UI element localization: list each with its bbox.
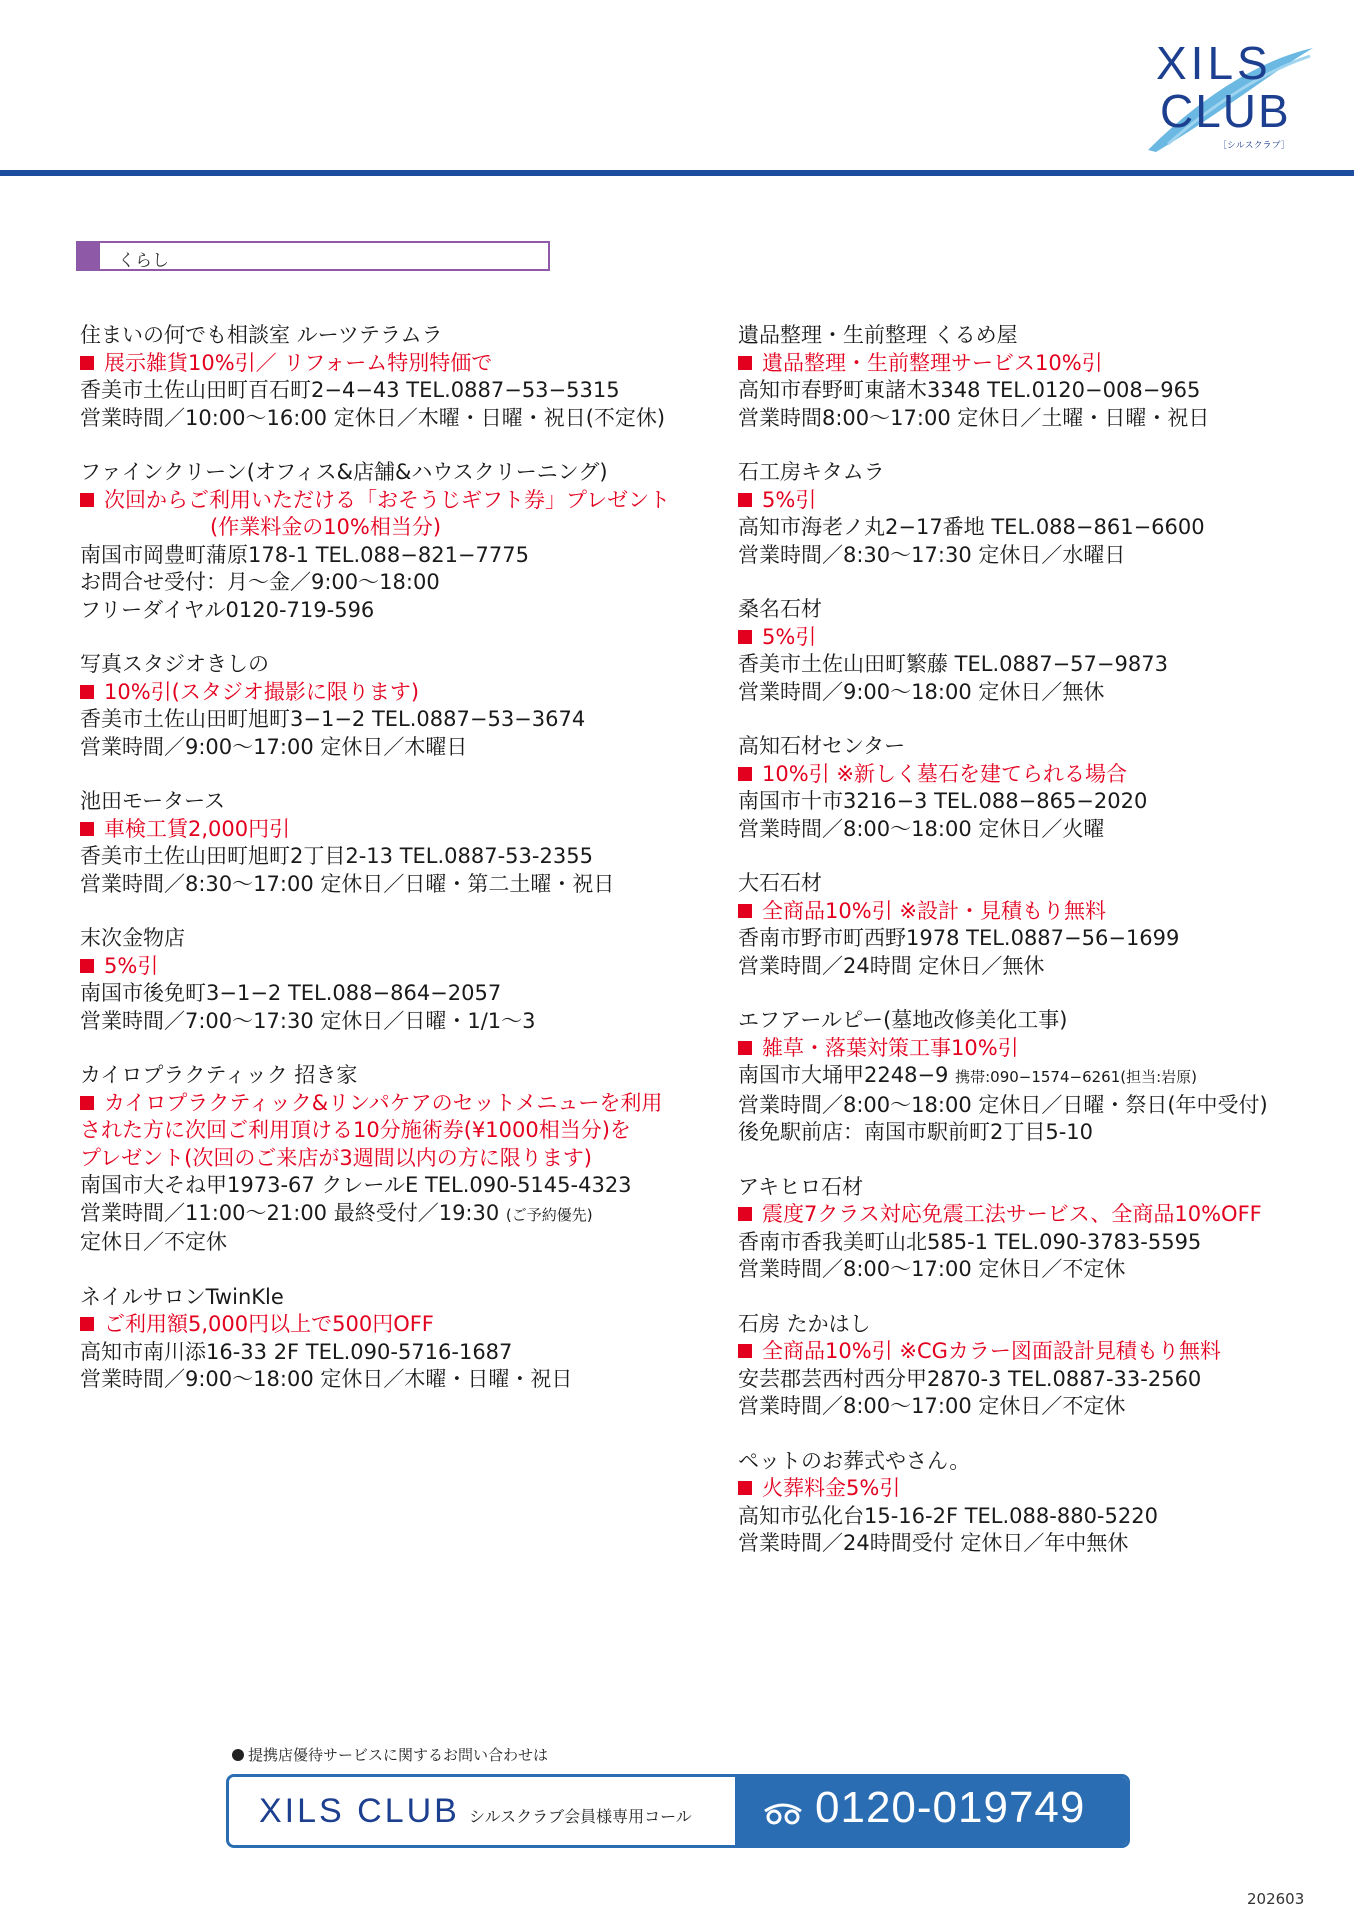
offer-text: 5%引 <box>104 953 159 978</box>
shop-info-line: 南国市岡豊町蒲原178-1 TEL.088−821−7775 <box>80 542 529 567</box>
shop-info-line: 安芸郡芸西村西分甲2870-3 TEL.0887-33-2560 <box>738 1366 1202 1391</box>
offer-text: 雑草・落葉対策工事10%引 <box>762 1035 1019 1060</box>
shop-name: 住まいの何でも相談室 ルーツテラムラ <box>80 323 443 347</box>
offer-marker-icon <box>80 685 94 699</box>
offer-text: 10%引(スタジオ撮影に限ります) <box>104 679 420 704</box>
shop-offer <box>80 1090 663 1118</box>
offer-marker-icon <box>738 1041 752 1055</box>
shop-entry <box>738 870 1298 980</box>
offer-text: カイロプラクティック&リンパケアのセットメニューを利用 <box>104 1090 663 1115</box>
offer-text: 全商品10%引 ※設計・見積もり無料 <box>762 898 1106 923</box>
phone-number[interactable]: 0120-019749 <box>815 1783 1086 1832</box>
shop-offer <box>738 1201 1298 1229</box>
shop-name: ネイルサロンTwinKle <box>80 1284 284 1309</box>
shop-entry <box>80 322 666 432</box>
shop-info-line: 営業時間／8:00〜18:00 定休日／日曜・祭日(年中受付) <box>738 1092 1268 1117</box>
shop-hours <box>80 1200 640 1230</box>
shop-offer <box>738 487 1298 515</box>
shop-info-line: 営業時間8:00〜17:00 定休日／土曜・日曜・祝日 <box>738 405 1210 430</box>
document-code: 202603 <box>1247 1890 1305 1908</box>
offer-text: 震度7クラス対応免震工法サービス、全商品10%OFF <box>762 1202 1262 1226</box>
shop-name: 遺品整理・生前整理 くるめ屋 <box>738 323 1018 347</box>
shop-offer-cont: プレゼント(次回のご来店が3週間以内の方に限ります) <box>80 1145 592 1170</box>
shop-name: 桑名石材 <box>738 597 822 621</box>
category-label: くらし <box>118 251 169 271</box>
shop-entry <box>80 788 640 898</box>
shop-info-line: 南国市十市3216−3 TEL.088−865−2020 <box>738 789 1148 813</box>
shop-offer <box>80 487 671 515</box>
footer-note-text: 提携店優待サービスに関するお問い合わせは <box>248 1746 549 1764</box>
shop-info-line: 香南市野市町西野1978 TEL.0887−56−1699 <box>738 926 1180 950</box>
shop-info-line: 営業時間／9:00〜18:00 定休日／無休 <box>738 679 1105 704</box>
shop-info-line: 営業時間／9:00〜17:00 定休日／木曜日 <box>80 734 468 759</box>
shop-info-line: 営業時間／7:00〜17:30 定休日／日曜・1/1〜3 <box>80 1008 536 1033</box>
logo-line1: XILS <box>1156 37 1272 89</box>
shop-info-line: 営業時間／8:00〜17:00 定休日／不定休 <box>738 1257 1126 1281</box>
call-box-brand-area <box>229 1777 735 1845</box>
right-column <box>738 322 1298 1585</box>
shop-entry <box>80 1062 663 1257</box>
shop-offer <box>738 1475 1298 1503</box>
shop-entry <box>738 1311 1298 1421</box>
shop-info-line: 定休日／不定休 <box>80 1230 227 1254</box>
shop-info-line: 営業時間／8:30〜17:00 定休日／日曜・第二土曜・祝日 <box>80 871 615 896</box>
shop-info-line: 営業時間／8:30〜17:30 定休日／水曜日 <box>738 542 1126 567</box>
shop-entry <box>738 459 1298 569</box>
offer-marker-icon <box>80 822 94 836</box>
call-box-sub: シルスクラブ会員様専用コール <box>469 1807 692 1826</box>
shop-offer <box>738 1035 1298 1063</box>
offer-marker-icon <box>80 959 94 973</box>
shop-offer <box>738 898 1298 926</box>
offer-marker-icon <box>738 493 752 507</box>
shop-name: 高知石材センター <box>738 734 906 758</box>
shop-offer <box>80 816 640 844</box>
shop-entry <box>80 1284 640 1394</box>
offer-text: 遺品整理・生前整理サービス10%引 <box>762 350 1103 375</box>
left-column <box>80 322 671 1421</box>
offer-marker-icon <box>738 904 752 918</box>
offer-text: 5%引 <box>762 624 817 649</box>
category-marker <box>78 243 100 269</box>
address-text: 南国市大埇甲2248−9 <box>738 1063 949 1087</box>
offer-text: ご利用額5,000円以上で500円OFF <box>104 1312 434 1336</box>
shop-entry <box>738 1174 1298 1284</box>
xils-club-logo <box>1138 37 1318 160</box>
shop-entry <box>738 596 1298 706</box>
offer-marker-icon <box>738 1344 752 1358</box>
shop-info-line: フリーダイヤル0120-719-596 <box>80 597 375 622</box>
shop-offer <box>80 953 640 981</box>
shop-info-line: 高知市海老ノ丸2−17番地 TEL.088−861−6600 <box>738 515 1205 539</box>
offer-text: 火葬料金5%引 <box>762 1476 901 1500</box>
shop-info-line: 香南市香我美町山北585-1 TEL.090-3783-5595 <box>738 1229 1202 1254</box>
shop-info-line: 高知市春野町東諸木3348 TEL.0120−008−965 <box>738 378 1201 402</box>
offer-marker-icon <box>80 493 94 507</box>
shop-info-line: 香美市土佐山田町百石町2−4−43 TEL.0887−53−5315 <box>80 378 620 402</box>
shop-info-line: 営業時間／8:00〜18:00 定休日／火曜 <box>738 816 1105 841</box>
category-header <box>76 241 550 271</box>
shop-name: ファインクリーン(オフィス&店舗&ハウスクリーニング) <box>80 460 608 484</box>
offer-text: 全商品10%引 ※CGカラー図面設計見積もり無料 <box>762 1339 1221 1363</box>
shop-info-line: 営業時間／24時間 定休日／無休 <box>738 953 1045 978</box>
shop-info-line: 営業時間／8:00〜17:00 定休日／不定休 <box>738 1394 1126 1418</box>
shop-info-line: 営業時間／9:00〜18:00 定休日／木曜・日曜・祝日 <box>80 1367 573 1391</box>
shop-offer <box>738 350 1298 378</box>
offer-text: 5%引 <box>762 487 817 512</box>
shop-name: 写真スタジオきしの <box>80 652 269 676</box>
call-box <box>226 1774 1130 1848</box>
shop-info-line: 営業時間／10:00〜16:00 定休日／木曜・日曜・祝日(不定休) <box>80 405 666 430</box>
shop-info-line: 高知市南川添16-33 2F TEL.090-5716-1687 <box>80 1339 513 1364</box>
call-box-phone-area <box>735 1777 1127 1845</box>
hours-note: (ご予約優先) <box>505 1205 593 1224</box>
bullet-icon <box>232 1749 244 1761</box>
offer-marker-icon <box>738 1481 752 1495</box>
offer-text: 10%引 ※新しく墓石を建てられる場合 <box>762 761 1127 786</box>
shop-info-line: 営業時間／24時間受付 定休日／年中無休 <box>738 1531 1129 1555</box>
shop-name: 石房 たかはし <box>738 1311 871 1336</box>
offer-marker-icon <box>738 767 752 781</box>
logo-line2: CLUB <box>1160 85 1291 137</box>
call-box-brand: XILS CLUB <box>259 1792 460 1830</box>
shop-offer <box>738 761 1298 789</box>
shop-address <box>738 1062 1298 1092</box>
shop-entry <box>80 651 640 761</box>
shop-entry <box>80 459 671 624</box>
shop-offer <box>738 1338 1298 1366</box>
offer-marker-icon <box>738 356 752 370</box>
header-divider <box>0 170 1354 176</box>
offer-marker-icon <box>738 630 752 644</box>
shop-entry <box>738 1448 1298 1558</box>
shop-name: 池田モータース <box>80 789 226 813</box>
shop-entry <box>738 1007 1298 1147</box>
shop-info-line: 香美市土佐山田町繁藤 TEL.0887−57−9873 <box>738 652 1168 676</box>
shop-offer <box>80 350 640 378</box>
shop-entry <box>738 322 1298 432</box>
shop-offer-cont: (作業料金の10%相当分) <box>210 515 442 539</box>
mobile-note: 携帯:090−1574−6261(担当:岩原) <box>955 1068 1198 1086</box>
shop-info-line: 南国市大そね甲1973-67 クレールE TEL.090-5145-4323 <box>80 1173 632 1197</box>
shop-info-line: 香美市土佐山田町旭町2丁目2-13 TEL.0887-53-2355 <box>80 844 593 868</box>
offer-text: 次回からご利用いただける「おそうじギフト券」プレゼント <box>104 487 671 512</box>
shop-name: 大石石材 <box>738 871 822 895</box>
hours-text: 営業時間／11:00〜21:00 最終受付／19:30 <box>80 1200 500 1225</box>
shop-name: 石工房キタムラ <box>738 460 885 484</box>
shop-info-line: お問合せ受付：月〜金／9:00〜18:00 <box>80 570 440 594</box>
offer-text: 展示雑貨10%引／ リフォーム特別特価で <box>104 350 493 375</box>
footer-note <box>232 1744 548 1765</box>
shop-name: エフアールピー(墓地改修美化工事) <box>738 1008 1068 1032</box>
logo-sub: ［シルスクラブ］ <box>1218 141 1290 151</box>
shop-info-line: 高知市弘化台15-16-2F TEL.088-880-5220 <box>738 1503 1158 1528</box>
shop-offer <box>80 1311 640 1339</box>
offer-marker-icon <box>738 1207 752 1221</box>
free-dial-icon <box>763 1801 803 1825</box>
shop-name: アキヒロ石材 <box>738 1174 864 1199</box>
offer-marker-icon <box>80 1317 94 1331</box>
shop-offer <box>80 679 640 707</box>
offer-marker-icon <box>80 356 94 370</box>
shop-info-line: 後免駅前店：南国市駅前町2丁目5-10 <box>738 1120 1094 1144</box>
shop-name: カイロプラクティック 招き家 <box>80 1063 358 1087</box>
shop-name: ペットのお葬式やさん。 <box>738 1448 971 1473</box>
shop-info-line: 香美市土佐山田町旭町3−1−2 TEL.0887−53−3674 <box>80 707 586 731</box>
shop-entry <box>80 925 640 1035</box>
shop-entry <box>738 733 1298 843</box>
offer-text: 車検工賃2,000円引 <box>104 816 291 841</box>
shop-offer-cont: された方に次回ご利用頂ける10分施術券(¥1000相当分)を <box>80 1118 631 1142</box>
shop-offer <box>738 624 1298 652</box>
shop-name: 末次金物店 <box>80 926 185 950</box>
offer-marker-icon <box>80 1096 94 1110</box>
shop-info-line: 南国市後免町3−1−2 TEL.088−864−2057 <box>80 981 502 1005</box>
